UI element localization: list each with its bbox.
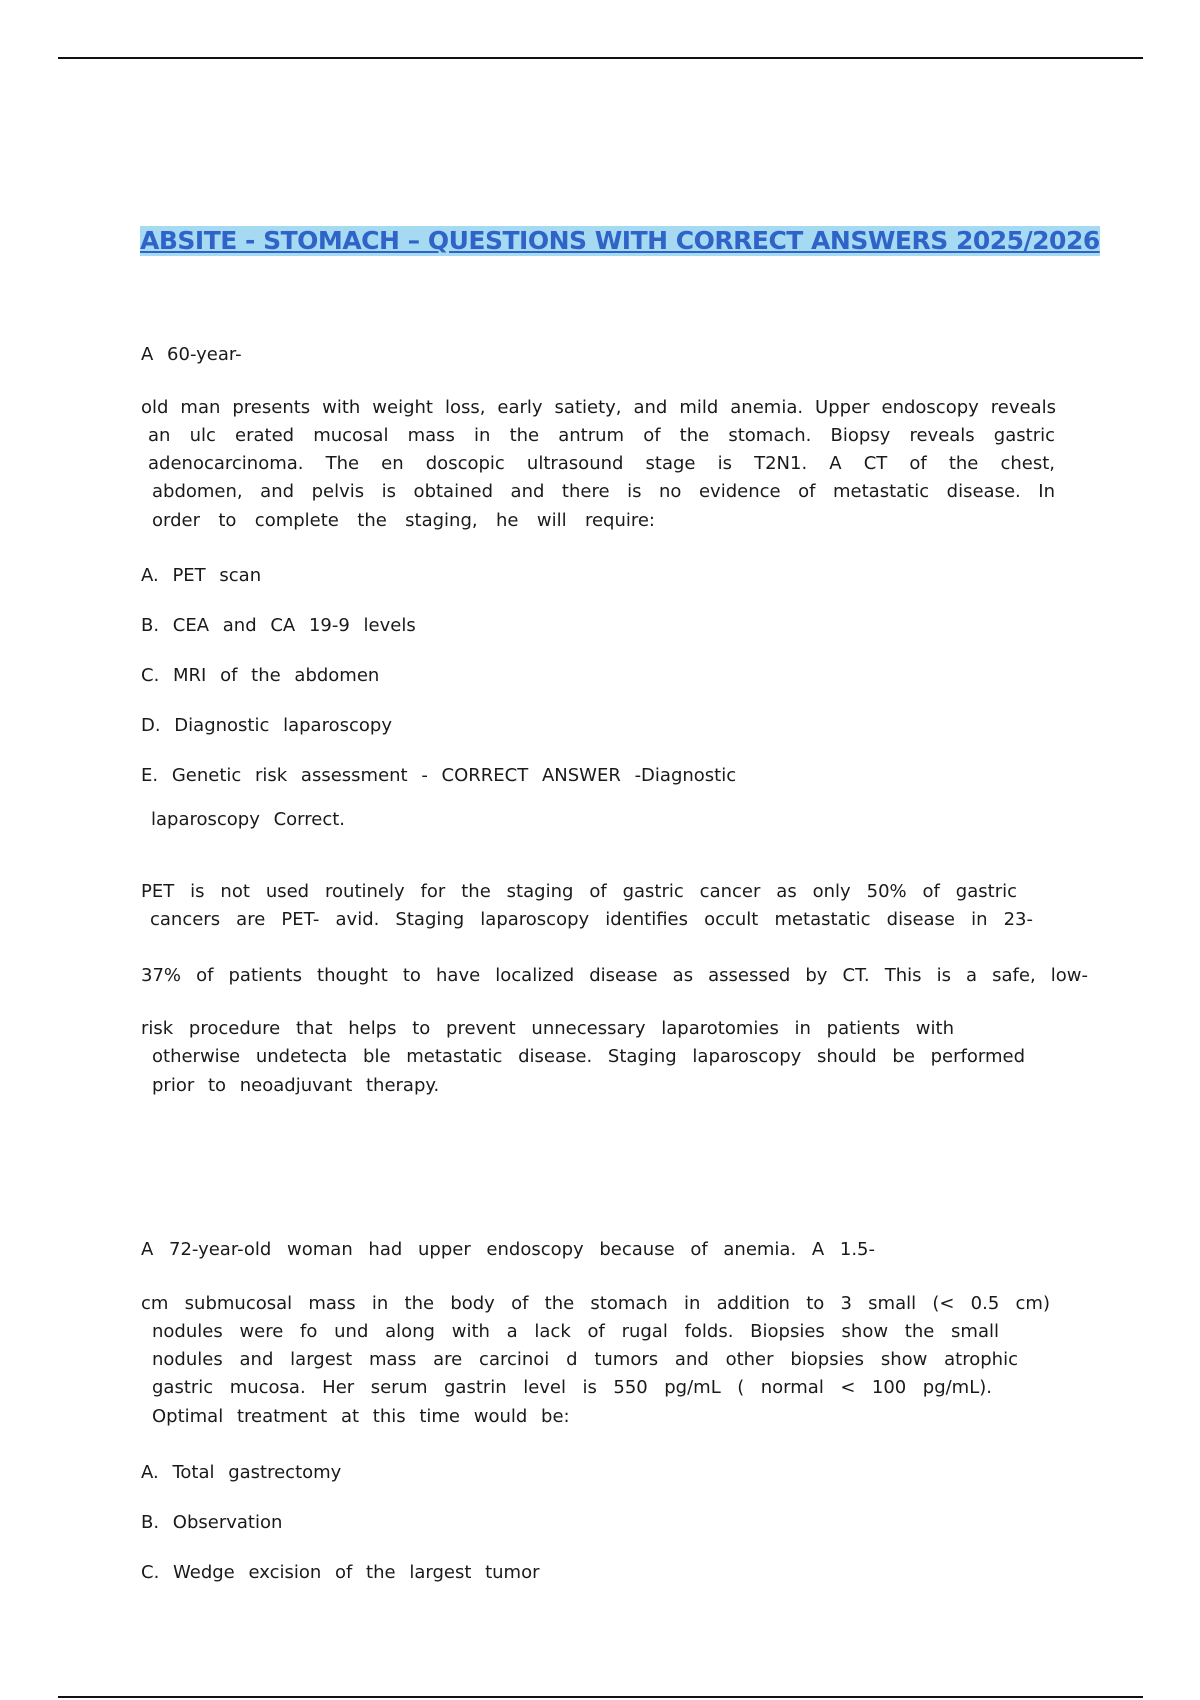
q2-stem-line-3: nodules were fo und along with a lack of rugal folds. Biopsies show the small xyxy=(152,1321,999,1342)
q1-option-d: D. Diagnostic laparoscopy xyxy=(141,715,392,736)
q1-option-a: A. PET scan xyxy=(141,565,262,586)
q1-option-b: B. CEA and CA 19-9 levels xyxy=(141,615,416,636)
top-rule xyxy=(58,57,1143,59)
q1-option-e: E. Genetic risk assessment - CORRECT ANSWER -Diagnostic xyxy=(141,765,737,786)
q1-explanation-line-3: 37% of patients thought to have localized disease as assessed by CT. This is a safe, low- xyxy=(141,965,1088,986)
q2-option-b: B. Observation xyxy=(141,1512,283,1533)
q2-stem-line-4: nodules and largest mass are carcinoi d tumors and other biopsies show atrophic xyxy=(152,1349,1018,1370)
q1-stem-line-5: abdomen, and pelvis is obtained and there is no evidence of metastatic disease. In xyxy=(152,481,1055,502)
bottom-rule xyxy=(58,1696,1143,1698)
q1-explanation-line-4: risk procedure that helps to prevent unnecessary laparotomies in patients with xyxy=(141,1018,954,1039)
q2-stem-line-5: gastric mucosa. Her serum gastrin level is 550 pg/mL ( normal < 100 pg/mL). xyxy=(152,1377,992,1398)
q2-option-c: C. Wedge excision of the largest tumor xyxy=(141,1562,540,1583)
q2-stem-line-6: Optimal treatment at this time would be: xyxy=(152,1406,570,1427)
q1-stem-line-4: adenocarcinoma. The en doscopic ultrasound stage is T2N1. A CT of the chest, xyxy=(148,453,1055,474)
q2-option-a: A. Total gastrectomy xyxy=(141,1462,342,1483)
q1-explanation-line-1: PET is not used routinely for the staging of gastric cancer as only 50% of gastric xyxy=(141,881,1017,902)
q1-option-c: C. MRI of the abdomen xyxy=(141,665,380,686)
q1-stem-line-6: order to complete the staging, he will require: xyxy=(152,510,655,531)
q1-stem-line-1: A 60-year- xyxy=(141,344,242,365)
q2-stem-line-2: cm submucosal mass in the body of the stomach in addition to 3 small (< 0.5 cm) xyxy=(141,1293,1050,1314)
q2-stem-line-1: A 72-year-old woman had upper endoscopy because of anemia. A 1.5- xyxy=(141,1239,875,1260)
document-title: ABSITE - STOMACH – QUESTIONS WITH CORRECT ANSWERS 2025/2026 xyxy=(140,226,1100,255)
q1-stem-line-3: an ulc erated mucosal mass in the antrum of the stomach. Biopsy reveals gastric xyxy=(148,425,1055,446)
q1-answer-continuation: laparoscopy Correct. xyxy=(151,809,346,830)
q1-explanation-line-2: cancers are PET- avid. Staging laparoscopy identifies occult metastatic disease in 23- xyxy=(150,909,1033,930)
q1-stem-line-2: old man presents with weight loss, early satiety, and mild anemia. Upper endoscopy reveals xyxy=(141,397,1056,418)
q1-explanation-line-5: otherwise undetecta ble metastatic disease. Staging laparoscopy should be performed xyxy=(152,1046,1025,1067)
q1-explanation-line-6: prior to neoadjuvant therapy. xyxy=(152,1075,440,1096)
